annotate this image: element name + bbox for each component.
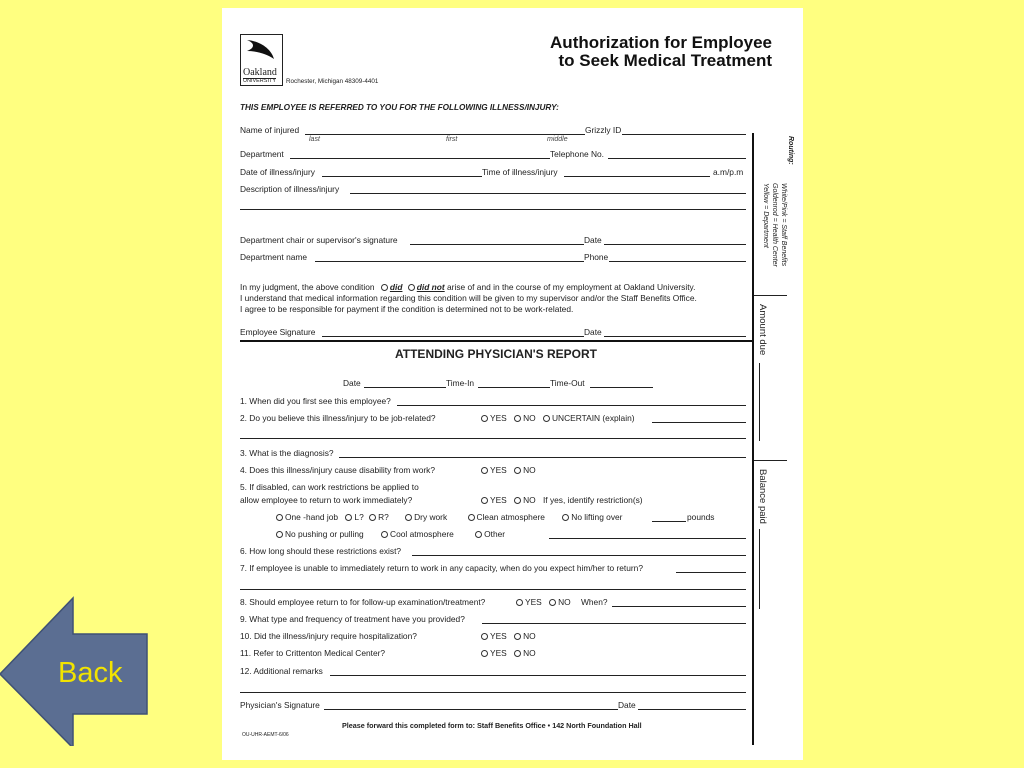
q10-yes-radio[interactable]: [481, 633, 488, 640]
form-title-line1: Authorization for Employee: [550, 33, 772, 52]
q8-no-radio[interactable]: [549, 599, 556, 606]
amount-due-label: Amount due: [757, 304, 768, 356]
referral-heading: THIS EMPLOYEE IS REFERRED TO YOU FOR THE FOLLOWING ILLNESS/INJURY:: [240, 103, 559, 112]
question-4: 4. Does this illness/injury cause disability from work?: [240, 465, 436, 475]
routing-white-pink: White/Pink = Staff Benefits: [780, 183, 787, 267]
physician-date-label: Date: [618, 700, 636, 710]
question-9: 9. What type and frequency of treatment have you provided?: [240, 614, 465, 624]
q4-no-radio[interactable]: [514, 467, 521, 474]
question-12: 12. Additional remarks: [240, 666, 323, 676]
did-radio[interactable]: [381, 284, 388, 291]
time-out-label: Time-Out: [550, 378, 585, 388]
routing-goldenrod: Goldenrod = Health Center: [771, 183, 778, 267]
q10-options: YES NO: [481, 632, 536, 640]
question-7: 7. If employee is unable to immediately return to work in any capacity, when do you expect him/her to return?: [240, 563, 643, 573]
visit-date-label: Date: [343, 378, 361, 388]
question-2: 2. Do you believe this illness/injury to be job-related?: [240, 413, 436, 423]
question-8: 8. Should employee return to for follow-up examination/treatment?: [240, 597, 486, 607]
q5-yes-radio[interactable]: [481, 497, 488, 504]
description-label: Description of illness/injury: [240, 184, 340, 194]
dry-work-radio[interactable]: [405, 514, 412, 521]
logo-name: Oakland: [243, 67, 277, 78]
illness-date-label: Date of illness/injury: [240, 167, 315, 177]
medical-authorization-form: [222, 8, 803, 760]
restrictions-row-1: One -hand job L? R? Dry work Clean atmosphere No lifting over: [276, 513, 622, 521]
back-button-label[interactable]: Back: [58, 657, 123, 689]
employee-date-label: Date: [584, 327, 602, 337]
time-in-label: Time-In: [446, 378, 475, 388]
judgment-statement: In my judgment, the above condition did did not arise of and in the course of my employment at Oakland University.: [240, 282, 696, 292]
oakland-logo: [240, 34, 283, 86]
employee-signature-label: Employee Signature: [240, 327, 316, 337]
balance-paid-label: Balance paid: [757, 469, 768, 524]
understanding-statement: I understand that medical information regarding this condition will be given to my supervisor and/or the Staff Benefits Office.: [240, 293, 697, 303]
cool-atmosphere-radio[interactable]: [381, 531, 388, 538]
sail-logo-icon: [241, 35, 282, 69]
telephone-label: Telephone No.: [550, 149, 605, 159]
no-pushing-radio[interactable]: [276, 531, 283, 538]
q5-no-radio[interactable]: [514, 497, 521, 504]
left-radio[interactable]: [345, 514, 352, 521]
form-code: OU-UHR-AEMT-6/06: [242, 732, 289, 738]
clean-atmosphere-radio[interactable]: [468, 514, 475, 521]
q8-options: YES NO When?: [516, 598, 608, 606]
q11-yes-radio[interactable]: [481, 650, 488, 657]
no-lifting-radio[interactable]: [562, 514, 569, 521]
q2-options: YES NO UNCERTAIN (explain): [481, 414, 635, 422]
pounds-label: pounds: [687, 512, 715, 522]
question-6: 6. How long should these restrictions exist?: [240, 546, 402, 556]
illness-time-label: Time of illness/injury: [482, 167, 558, 177]
chair-signature-label: Department chair or supervisor's signature: [240, 235, 398, 245]
q2-uncertain-radio[interactable]: [543, 415, 550, 422]
grizzly-id-label: Grizzly ID: [585, 125, 622, 135]
question-5b: allow employee to return to work immediately?: [240, 495, 413, 505]
address: Rochester, Michigan 48309-4401: [286, 78, 379, 85]
form-title-line2: to Seek Medical Treatment: [558, 51, 772, 70]
q5-options: YES NO If yes, identify restriction(s): [481, 496, 643, 504]
phone-label: Phone: [584, 252, 609, 262]
department-label: Department: [240, 149, 284, 159]
dept-name-label: Department name: [240, 252, 308, 262]
q11-options: YES NO: [481, 649, 536, 657]
payment-statement: I agree to be responsible for payment if the condition is determined not to be work-related.: [240, 304, 574, 314]
question-11: 11. Refer to Crittenton Medical Center?: [240, 648, 386, 658]
chair-date-label: Date: [584, 235, 602, 245]
question-10: 10. Did the illness/injury require hospitalization?: [240, 631, 417, 641]
ampm-label: a.m/p.m: [713, 167, 744, 177]
middle-sublabel: middle: [547, 136, 568, 143]
q2-yes-radio[interactable]: [481, 415, 488, 422]
physician-signature-label: Physician's Signature: [240, 700, 320, 710]
section-divider: [240, 340, 753, 342]
q4-yes-radio[interactable]: [481, 467, 488, 474]
one-hand-radio[interactable]: [276, 514, 283, 521]
question-5a: 5. If disabled, can work restrictions be applied to: [240, 482, 419, 492]
q8-yes-radio[interactable]: [516, 599, 523, 606]
forward-instruction: Please forward this completed form to: Staff Benefits Office • 142 North Foundation Hall: [342, 721, 642, 730]
last-sublabel: last: [309, 136, 320, 143]
question-3: 3. What is the diagnosis?: [240, 448, 334, 458]
right-radio[interactable]: [369, 514, 376, 521]
q11-no-radio[interactable]: [514, 650, 521, 657]
other-radio[interactable]: [475, 531, 482, 538]
question-1: 1. When did you first see this employee?: [240, 396, 391, 406]
name-label: Name of injured: [240, 125, 300, 135]
did-not-radio[interactable]: [408, 284, 415, 291]
routing-label: Routing:: [787, 136, 794, 165]
q4-options: YES NO: [481, 466, 536, 474]
restrictions-row-2: No pushing or pulling Cool atmosphere Other: [276, 530, 505, 538]
routing-yellow: Yellow = Department: [762, 183, 769, 248]
physician-report-heading: ATTENDING PHYSICIAN'S REPORT: [395, 347, 597, 361]
logo-subtitle: UNIVERSITY: [243, 78, 277, 84]
side-column-border: [752, 133, 754, 745]
q2-no-radio[interactable]: [514, 415, 521, 422]
q10-no-radio[interactable]: [514, 633, 521, 640]
first-sublabel: first: [446, 136, 458, 143]
